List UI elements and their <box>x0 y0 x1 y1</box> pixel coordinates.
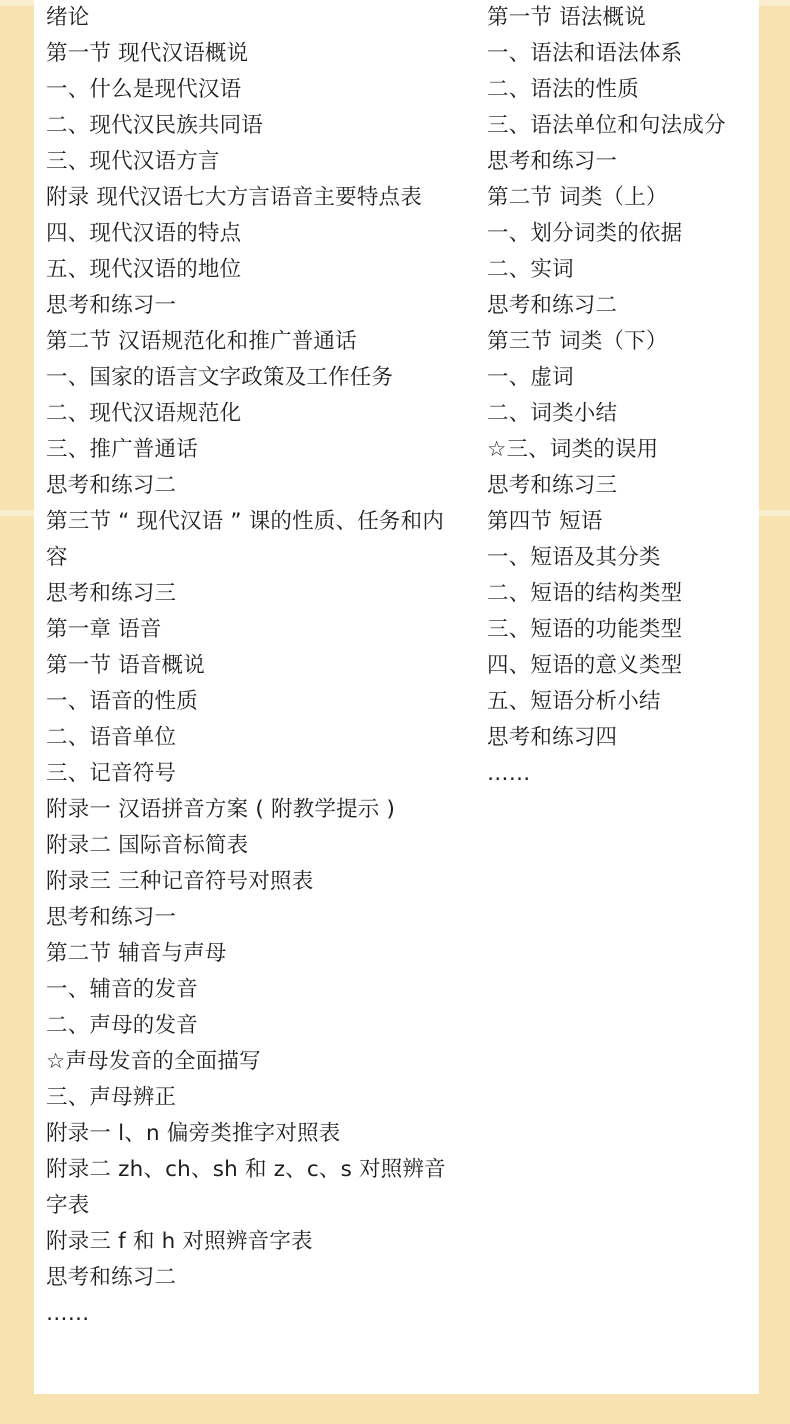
toc-item: 二、现代汉民族共同语 <box>46 113 264 138</box>
toc-item: 第三节 “ 现代汉语 ” 课的性质、任务和内容 <box>46 509 445 570</box>
toc-item: 二、语法的性质 <box>487 77 639 102</box>
toc-item: 二、词类小结 <box>487 401 618 426</box>
toc-item: 三、声母辨正 <box>46 1085 177 1110</box>
toc-item: 一、虚词 <box>487 365 574 390</box>
toc-item: 思考和练习一 <box>46 905 177 930</box>
toc-item: 五、现代汉语的地位 <box>46 257 242 282</box>
toc-item: 思考和练习二 <box>46 1265 177 1290</box>
toc-item: 二、声母的发音 <box>46 1013 198 1038</box>
toc-paper <box>34 0 759 1394</box>
toc-item: 三、推广普通话 <box>46 437 198 462</box>
toc-right-column <box>487 0 757 792</box>
toc-item: 附录一 l、n 偏旁类推字对照表 <box>46 1121 341 1146</box>
toc-item: 一、辅音的发音 <box>46 977 198 1002</box>
toc-item: 思考和练习二 <box>487 293 618 318</box>
toc-item: 思考和练习一 <box>46 293 177 318</box>
toc-item: 思考和练习三 <box>46 581 177 606</box>
toc-item: 三、现代汉语方言 <box>46 149 220 174</box>
toc-item: 一、国家的语言文字政策及工作任务 <box>46 365 394 390</box>
toc-item: 一、语法和语法体系 <box>487 41 683 66</box>
toc-item: 三、记音符号 <box>46 761 177 786</box>
toc-item: 二、现代汉语规范化 <box>46 401 242 426</box>
toc-item: 附录二 zh、ch、sh 和 z、c、s 对照辨音字表 <box>46 1157 446 1218</box>
toc-item: 附录一 汉语拼音方案 ( 附教学提示 ) <box>46 797 396 822</box>
toc-item: 附录三 三种记音符号对照表 <box>46 869 314 894</box>
toc-item: 第二节 汉语规范化和推广普通话 <box>46 329 357 354</box>
toc-item: 四、现代汉语的特点 <box>46 221 242 246</box>
toc-item: 第一节 语音概说 <box>46 653 205 678</box>
toc-item: 三、语法单位和句法成分 <box>487 113 726 138</box>
toc-item: 第一节 语法概说 <box>487 5 646 30</box>
toc-item: 附录 现代汉语七大方言语音主要特点表 <box>46 185 422 210</box>
toc-ellipsis: …… <box>487 761 531 786</box>
toc-item: 二、实词 <box>487 257 574 282</box>
toc-item: 第二节 词类（上） <box>487 185 668 210</box>
toc-item: ☆声母发音的全面描写 <box>46 1049 261 1074</box>
toc-item: 第二节 辅音与声母 <box>46 941 227 966</box>
toc-ellipsis: …… <box>46 1301 90 1326</box>
toc-item: 四、短语的意义类型 <box>487 653 683 678</box>
toc-item: 二、短语的结构类型 <box>487 581 683 606</box>
toc-item: 思考和练习四 <box>487 725 618 750</box>
toc-item: 一、划分词类的依据 <box>487 221 683 246</box>
toc-item: 附录二 国际音标简表 <box>46 833 249 858</box>
toc-item: 第三节 词类（下） <box>487 329 668 354</box>
toc-item: 第四节 短语 <box>487 509 603 534</box>
toc-item: 附录三 f 和 h 对照辨音字表 <box>46 1229 313 1254</box>
toc-item: ☆三、词类的误用 <box>487 437 659 462</box>
toc-item: 五、短语分析小结 <box>487 689 661 714</box>
toc-item: 思考和练习三 <box>487 473 618 498</box>
toc-item: 三、短语的功能类型 <box>487 617 683 642</box>
toc-item: 第一章 语音 <box>46 617 162 642</box>
toc-item: 绪论 <box>46 5 90 30</box>
toc-item: 思考和练习二 <box>46 473 177 498</box>
toc-left-column <box>46 0 446 1332</box>
toc-item: 一、语音的性质 <box>46 689 198 714</box>
toc-item: 思考和练习一 <box>487 149 618 174</box>
toc-item: 一、短语及其分类 <box>487 545 661 570</box>
toc-item: 二、语音单位 <box>46 725 177 750</box>
toc-item: 一、什么是现代汉语 <box>46 77 242 102</box>
toc-item: 第一节 现代汉语概说 <box>46 41 249 66</box>
